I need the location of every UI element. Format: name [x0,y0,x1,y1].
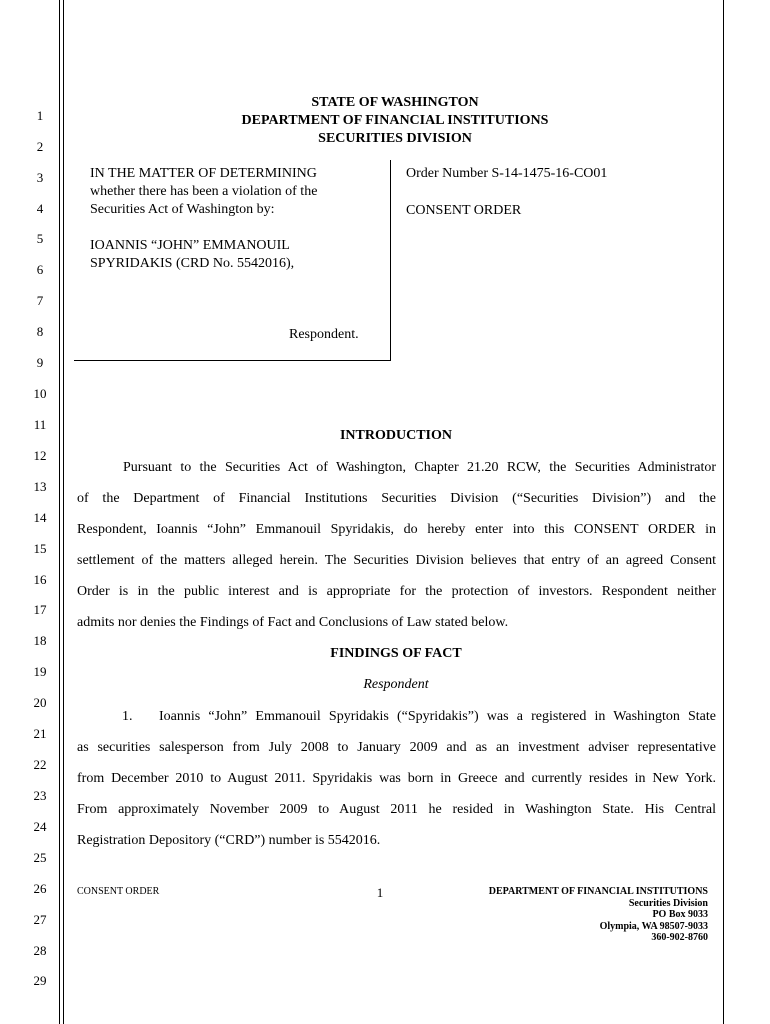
line-number: 22 [33,757,47,772]
line-number: 13 [33,479,47,494]
line-number: 20 [33,695,47,710]
footer-agency-address [470,886,708,944]
line-number: 6 [36,262,44,277]
line-number: 25 [33,850,47,865]
paragraph-number: 1. [122,709,133,724]
findings-line: Registration Depository (“CRD”) number is 5542016. [77,833,381,848]
line-number: 21 [33,726,47,741]
heading-division: SECURITIES DIVISION [318,131,472,146]
introduction-line: settlement of the matters alleged herein. The Securities Division believes that entry of an agreed Consent [77,553,716,568]
caption-box-bottom-rule [74,360,391,361]
respondent-name-line: SPYRIDAKIS (CRD No. 5542016), [90,256,295,271]
line-number: 15 [33,541,47,556]
respondent-name-line: IOANNIS “JOHN” EMMANOUIL [90,238,290,253]
line-number: 1 [36,108,44,123]
introduction-line: of the Department of Financial Institutions Securities Division (“Securities Division”) and the [77,491,716,506]
order-number: Order Number S-14-1475-16-CO01 [406,166,608,181]
footer-phone: 360-902-8760 [651,932,708,943]
findings-subtitle: Respondent [363,677,429,692]
line-number: 12 [33,448,47,463]
introduction-line: Pursuant to the Securities Act of Washington, Chapter 21.20 RCW, the Securities Administrator [123,460,716,475]
footer-po-box: PO Box 9033 [652,909,708,920]
line-number: 7 [36,293,44,308]
footer-city: Olympia, WA 98507-9033 [599,920,708,932]
line-number: 18 [33,633,47,648]
line-number: 4 [36,201,44,216]
document-heading [200,94,590,148]
line-number: 27 [33,912,47,927]
line-number: 3 [36,170,44,185]
line-number: 28 [33,943,47,958]
caption-matter-line: Securities Act of Washington by: [90,202,275,217]
caption-respondent-name [90,237,380,273]
caption-matter [90,165,380,219]
caption-matter-line: IN THE MATTER OF DETERMINING [90,166,317,181]
line-number: 16 [33,572,47,587]
left-margin-rule-inner [63,0,64,1024]
introduction-line: admits nor denies the Findings of Fact and Conclusions of Law stated below. [77,615,509,630]
order-type: CONSENT ORDER [406,203,522,218]
heading-state: STATE OF WASHINGTON [311,95,479,110]
introduction-line: Order is in the public interest and is appropriate for the protection of investors. Respondent neither [77,584,716,599]
line-number: 8 [36,324,44,339]
findings-title: FINDINGS OF FACT [330,646,462,661]
line-number: 2 [36,139,44,154]
findings-line: Ioannis “John” Emmanouil Spyridakis (“Spyridakis”) was a registered in Washington State [159,709,716,724]
line-number: 29 [33,973,47,988]
caption-box-right-rule [390,160,391,360]
left-margin-rule-outer [59,0,60,1024]
footer-division: Securities Division [628,897,708,909]
findings-line: as securities salesperson from July 2008 to January 2009 and as an investment adviser representative [77,740,716,755]
footer-agency-name: DEPARTMENT OF FINANCIAL INSTITUTIONS [488,886,708,897]
line-number: 10 [33,386,47,401]
line-number: 5 [36,231,44,246]
line-number: 14 [33,510,47,525]
line-number: 19 [33,664,47,679]
footer-document-title: CONSENT ORDER [77,886,160,897]
caption-matter-line: whether there has been a violation of the [90,184,318,199]
line-number: 9 [36,355,44,370]
line-number: 24 [33,819,47,834]
line-number: 11 [33,417,47,432]
page-number: 1 [376,885,384,900]
line-number: 26 [33,881,47,896]
findings-line: from December 2010 to August 2011. Spyridakis was born in Greece and currently resides in New York. [77,771,716,786]
line-number: 17 [33,602,47,617]
respondent-label: Respondent. [289,327,359,342]
findings-line: From approximately November 2009 to August 2011 he resided in Washington State. His Central [77,802,716,817]
heading-department: DEPARTMENT OF FINANCIAL INSTITUTIONS [241,113,549,128]
introduction-line: Respondent, Ioannis “John” Emmanouil Spyridakis, do hereby enter into this CONSENT ORDER in [77,522,716,537]
right-margin-rule [723,0,724,1024]
line-number: 23 [33,788,47,803]
introduction-title: INTRODUCTION [339,428,452,443]
